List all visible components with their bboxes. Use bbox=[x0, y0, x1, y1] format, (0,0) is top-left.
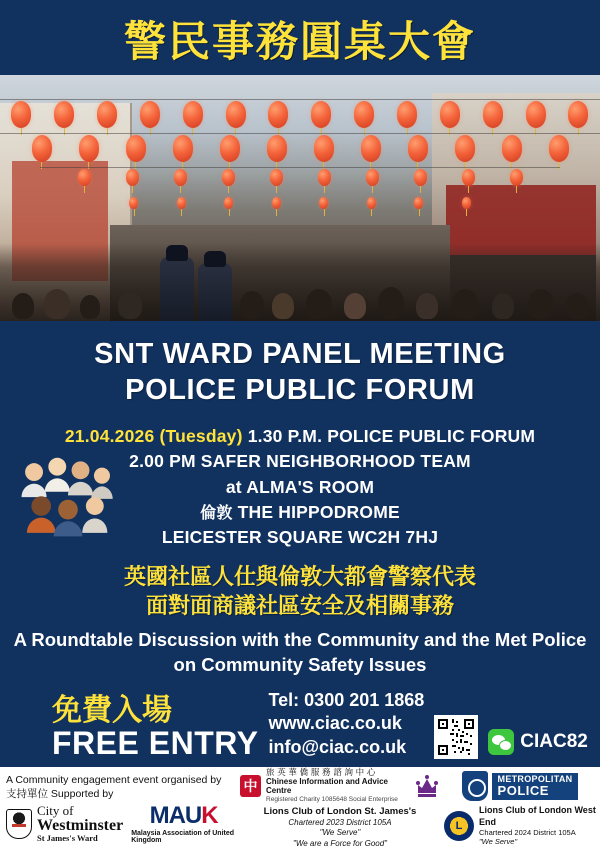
headline-chinese: 警民事務圓桌大會 bbox=[123, 17, 476, 67]
photo-lantern-row-2 bbox=[0, 135, 600, 162]
ciac-text bbox=[266, 769, 409, 804]
crowd-person bbox=[80, 295, 100, 319]
title-line-1: SNT WARD PANEL MEETING bbox=[94, 338, 506, 371]
lantern-icon bbox=[549, 135, 569, 162]
ciac-icon: 中 bbox=[240, 775, 261, 797]
maux-logo bbox=[131, 801, 236, 844]
crowd-person bbox=[416, 293, 438, 319]
lantern-icon bbox=[97, 101, 117, 128]
free-entry-block bbox=[12, 694, 259, 761]
lantern-icon bbox=[129, 197, 138, 209]
lantern-icon bbox=[318, 169, 331, 186]
crowd-person bbox=[378, 287, 404, 319]
lantern-icon bbox=[510, 169, 523, 186]
wechat-block bbox=[488, 729, 588, 755]
lantern-icon bbox=[79, 135, 99, 162]
maux-word-accent: K bbox=[201, 801, 218, 829]
title-line-2: POLICE PUBLIC FORUM bbox=[125, 373, 475, 406]
wechat-icon bbox=[488, 729, 514, 755]
event-date: 21.04.2026 (Tuesday) bbox=[64, 425, 243, 446]
free-entry-chinese: 免費入場 bbox=[52, 693, 172, 729]
crowd-person bbox=[344, 293, 366, 319]
lantern-icon bbox=[268, 101, 288, 128]
lions-club-icon bbox=[444, 811, 474, 841]
footer-left bbox=[4, 771, 236, 847]
lantern-icon bbox=[366, 169, 379, 186]
photo-lantern-row-4 bbox=[0, 197, 600, 209]
lantern-icon bbox=[455, 135, 475, 162]
westminster-line-2: Westminster bbox=[37, 816, 124, 834]
police-officer bbox=[198, 263, 232, 321]
ciac-logo bbox=[240, 769, 440, 804]
crowd-person bbox=[306, 289, 332, 319]
lantern-icon bbox=[226, 101, 246, 128]
details-date-line bbox=[8, 424, 592, 449]
wechat-id: CIAC82 bbox=[520, 731, 588, 752]
lantern-icon bbox=[267, 135, 287, 162]
lantern-icon bbox=[361, 135, 381, 162]
headline-band bbox=[0, 0, 600, 75]
crowd-person bbox=[118, 291, 142, 319]
photo-lantern-wire bbox=[0, 133, 600, 134]
crowd-person bbox=[452, 289, 478, 319]
venue-address-line: LEICESTER SQUARE WC2H 7HJ bbox=[161, 527, 439, 548]
photo-lantern-wire bbox=[40, 167, 560, 168]
venue-city-chinese: 倫敦 bbox=[200, 503, 233, 522]
forum-time: 1.30 P.M. POLICE PUBLIC FORUM bbox=[247, 425, 536, 446]
footer-left-logos bbox=[6, 801, 236, 844]
contact-block bbox=[269, 689, 425, 761]
met-police-text bbox=[492, 773, 579, 800]
met-police-logo bbox=[444, 771, 596, 801]
lantern-icon bbox=[224, 197, 233, 209]
supported-by-chinese: 支持單位 bbox=[6, 788, 48, 800]
lions-st-james-charter: Chartered 2023 District 105A bbox=[288, 817, 392, 827]
contact-website[interactable]: www.ciac.co.uk bbox=[268, 713, 402, 734]
crowd-person bbox=[272, 293, 294, 319]
event-details bbox=[0, 412, 600, 553]
supported-by-english: Supported by bbox=[50, 788, 114, 800]
lantern-icon bbox=[183, 101, 203, 128]
entry-contact-row bbox=[0, 678, 600, 767]
lantern-icon bbox=[483, 101, 503, 128]
lantern-icon bbox=[32, 135, 52, 162]
maux-word-main: MAU bbox=[149, 801, 202, 829]
footer-right bbox=[444, 771, 596, 847]
ciac-name-chinese: 旅 英 華 僑 服 務 諮 詢 中 心 bbox=[266, 767, 376, 778]
lantern-icon bbox=[126, 169, 139, 186]
photo-lantern-row-1 bbox=[0, 101, 600, 128]
photo-lantern-row-3 bbox=[0, 169, 600, 186]
people-roundtable-icon bbox=[14, 456, 122, 540]
subtitle-chinese-line-1: 英國社區人仕與倫敦大都會警察代表 bbox=[123, 564, 476, 590]
lantern-icon bbox=[440, 101, 460, 128]
organiser-line-1: A Community engagement event organised by bbox=[6, 774, 222, 787]
crowd-person bbox=[44, 289, 70, 319]
lantern-icon bbox=[354, 101, 374, 128]
lantern-icon bbox=[462, 169, 475, 186]
snt-time-line: 2.00 PM SAFER NEIGHBORHOOD TEAM bbox=[129, 451, 471, 472]
lantern-icon bbox=[526, 101, 546, 128]
met-police-crest-icon bbox=[462, 771, 488, 801]
lantern-icon bbox=[414, 197, 423, 209]
lantern-icon bbox=[220, 135, 240, 162]
lantern-icon bbox=[319, 197, 328, 209]
lions-st-james-text bbox=[240, 806, 440, 849]
westminster-line-1: City of bbox=[37, 802, 74, 818]
queens-award-icon bbox=[414, 773, 440, 799]
westminster-crest-icon bbox=[6, 809, 32, 839]
qr-code[interactable] bbox=[434, 715, 478, 759]
lantern-icon bbox=[397, 101, 417, 128]
lions-st-james-motto-2: "We are a Force for Good" bbox=[292, 838, 387, 848]
crowd-person bbox=[492, 293, 514, 319]
met-police-line-2: POLICE bbox=[497, 783, 549, 799]
lions-st-james-motto-1: "We Serve" bbox=[319, 828, 361, 838]
lantern-icon bbox=[367, 197, 376, 209]
ciac-name-english: Chinese Information and Advice Centre bbox=[266, 777, 388, 796]
lantern-icon bbox=[174, 169, 187, 186]
organiser-line-2 bbox=[6, 788, 236, 802]
lions-west-end-logo bbox=[444, 805, 596, 846]
lantern-icon bbox=[314, 135, 334, 162]
footer-middle bbox=[240, 767, 440, 848]
lantern-icon bbox=[54, 101, 74, 128]
lantern-icon bbox=[414, 169, 427, 186]
lantern-icon bbox=[78, 169, 91, 186]
lantern-icon bbox=[502, 135, 522, 162]
lions-west-end-text bbox=[479, 805, 596, 846]
subtitle-english-line-1: A Roundtable Discussion with the Community and the Met Police bbox=[13, 629, 587, 651]
free-entry-english: FREE ENTRY bbox=[52, 725, 259, 762]
contact-phone: Tel: 0300 201 1868 bbox=[268, 689, 425, 710]
lantern-icon bbox=[568, 101, 588, 128]
lions-west-end-name: Lions Club of London West End bbox=[479, 805, 596, 827]
lantern-icon bbox=[222, 169, 235, 186]
lions-st-james-name: Lions Club of London St. James's bbox=[263, 805, 417, 817]
lantern-icon bbox=[126, 135, 146, 162]
subtitle-chinese bbox=[0, 553, 600, 624]
lantern-icon bbox=[270, 169, 283, 186]
chinatown-photo bbox=[0, 75, 600, 321]
subtitle-english-line-2: on Community Safety Issues bbox=[173, 654, 427, 676]
westminster-text bbox=[37, 804, 123, 843]
lantern-icon bbox=[11, 101, 31, 128]
lantern-icon bbox=[311, 101, 331, 128]
maux-wordmark bbox=[149, 801, 218, 829]
venue-room-line: at ALMA'S ROOM bbox=[225, 476, 375, 497]
contact-email[interactable]: info@ciac.co.uk bbox=[268, 736, 407, 757]
westminster-line-3: St James's Ward bbox=[37, 833, 98, 844]
police-officer bbox=[160, 257, 194, 321]
lantern-icon bbox=[177, 197, 186, 209]
crowd-person bbox=[528, 289, 554, 319]
photo-crowd bbox=[0, 243, 600, 321]
lantern-icon bbox=[173, 135, 193, 162]
met-police-line-1: METROPOLITAN bbox=[497, 773, 573, 784]
maux-subtitle: Malaysia Association of United Kingdom bbox=[131, 829, 235, 844]
crowd-person bbox=[12, 293, 34, 319]
lions-west-end-motto: "We Serve" bbox=[479, 837, 518, 847]
westminster-logo bbox=[6, 804, 123, 843]
ciac-registration: Registered Charity 1085648 Social Enterprise bbox=[266, 796, 398, 804]
lantern-icon bbox=[408, 135, 428, 162]
lions-west-end-charter: Chartered 2024 District 105A bbox=[479, 827, 576, 837]
subtitle-english bbox=[0, 624, 600, 678]
crowd-person bbox=[240, 291, 264, 319]
lantern-icon bbox=[140, 101, 160, 128]
footer bbox=[0, 767, 600, 849]
crowd-person bbox=[566, 293, 588, 319]
venue-name: THE HIPPODROME bbox=[237, 502, 400, 522]
title-block bbox=[0, 321, 600, 412]
lantern-icon bbox=[272, 197, 281, 209]
photo-lantern-wire bbox=[0, 99, 600, 100]
lantern-icon bbox=[462, 197, 471, 209]
subtitle-chinese-line-2: 面對面商議社區安全及相關事務 bbox=[145, 594, 454, 620]
